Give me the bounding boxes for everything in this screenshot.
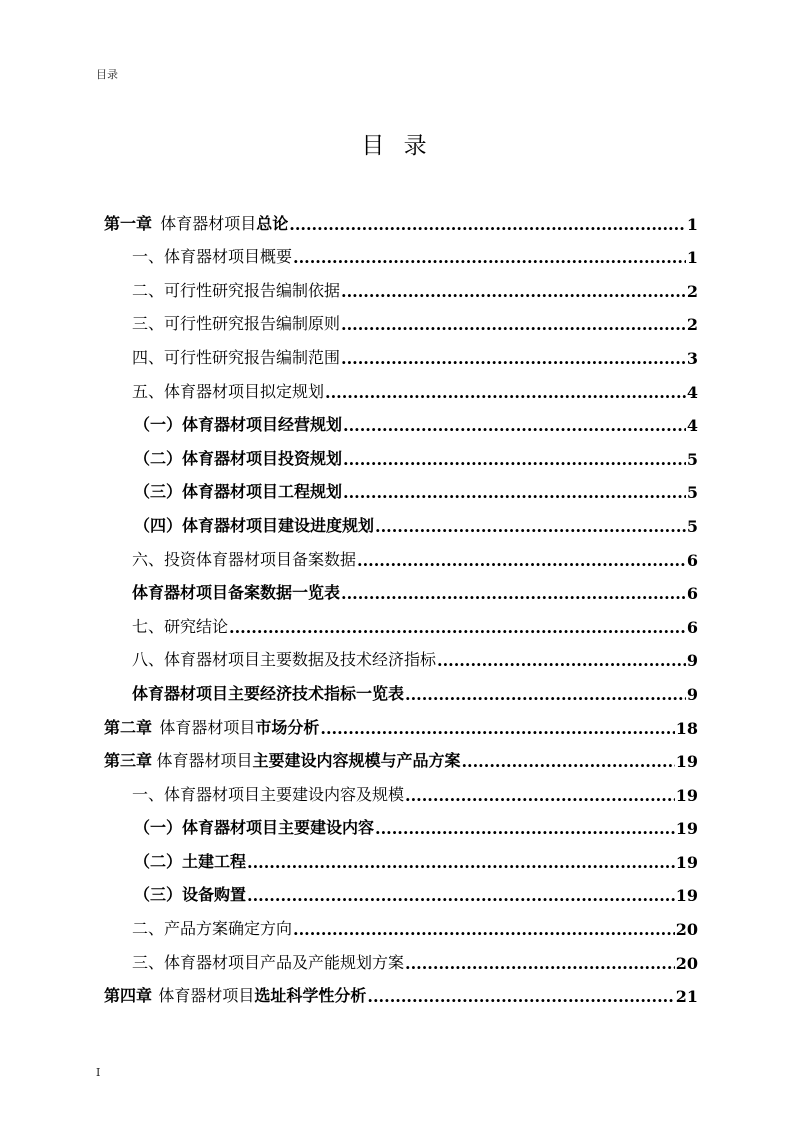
- toc-entry-chapter[interactable]: [104, 204, 698, 238]
- toc-entry-section[interactable]: [104, 943, 698, 977]
- dot-leader: [375, 517, 686, 536]
- toc-page-number: 6: [686, 550, 698, 570]
- dot-leader: [325, 383, 686, 402]
- dot-leader: [375, 819, 675, 838]
- dot-leader: [293, 248, 686, 267]
- toc-entry-text: 三、可行性研究报告编制原则: [132, 314, 341, 334]
- toc-entry-section[interactable]: [104, 305, 698, 339]
- dot-leader: [367, 987, 674, 1006]
- toc-entry-chapter[interactable]: [104, 977, 698, 1011]
- toc-entry-subsection[interactable]: [104, 506, 698, 540]
- chapter-title: 总论: [256, 213, 289, 233]
- toc-entry-subsection[interactable]: [104, 406, 698, 440]
- chapter-number: 第四章: [104, 986, 153, 1006]
- toc-entry-table[interactable]: [104, 674, 698, 708]
- toc-entry-text: 二、产品方案确定方向: [132, 919, 293, 939]
- toc-page-number: 5: [686, 483, 698, 503]
- page-title: 目 录: [361, 133, 433, 159]
- dot-leader: [343, 416, 686, 435]
- dot-leader: [405, 685, 686, 704]
- dot-leader: [341, 282, 686, 301]
- dot-leader: [405, 954, 675, 973]
- dot-leader: [343, 483, 686, 502]
- toc-page-number: 1: [686, 248, 698, 268]
- running-header: 目录: [96, 68, 118, 81]
- toc-page-number: 2: [686, 315, 698, 335]
- page-footer-number: I: [96, 1066, 101, 1079]
- toc-page-number: 18: [675, 718, 698, 738]
- toc-page-number: 19: [675, 785, 698, 805]
- toc-page-number: 4: [686, 382, 698, 402]
- chapter-title-prefix: 体育器材项目: [160, 213, 257, 233]
- dot-leader: [405, 786, 675, 805]
- dot-leader: [293, 920, 675, 939]
- dot-leader: [247, 853, 675, 872]
- chapter-number: 第一章: [104, 213, 153, 233]
- toc-entry-subsection[interactable]: [104, 439, 698, 473]
- toc-entry-text: 六、投资体育器材项目备案数据: [132, 549, 357, 569]
- chapter-title: 选址科学性分析: [254, 986, 367, 1006]
- toc-entry-subsection[interactable]: [104, 876, 698, 910]
- dot-leader: [341, 315, 686, 334]
- toc-entry-section[interactable]: [104, 372, 698, 406]
- toc-entry-section[interactable]: [104, 271, 698, 305]
- toc-page-number: 5: [686, 516, 698, 536]
- toc-entry-text: 八、体育器材项目主要数据及技术经济指标: [132, 650, 437, 670]
- toc-entry-subsection[interactable]: [104, 809, 698, 843]
- toc-entry-section[interactable]: [104, 238, 698, 272]
- toc-entry-text: 三、体育器材项目产品及产能规划方案: [132, 952, 405, 972]
- toc-entry-text: （一）体育器材项目主要建设内容: [134, 818, 375, 838]
- chapter-title-prefix: 体育器材项目: [158, 986, 255, 1006]
- toc-entry-table[interactable]: [104, 574, 698, 608]
- toc-entry-text: （一）体育器材项目经营规划: [134, 415, 343, 435]
- toc-entry-section[interactable]: [104, 909, 698, 943]
- toc-page-number: 21: [675, 987, 698, 1007]
- toc-entry-text: 四、可行性研究报告编制范围: [132, 347, 341, 367]
- dot-leader: [289, 215, 686, 234]
- toc-entry-subsection[interactable]: [104, 473, 698, 507]
- toc-page-number: 5: [686, 449, 698, 469]
- toc-page-number: 4: [686, 416, 698, 436]
- toc-entry-text: （二）土建工程: [134, 851, 247, 871]
- toc-page-number: 19: [675, 752, 698, 772]
- toc-entry-text: （四）体育器材项目建设进度规划: [134, 515, 375, 535]
- toc-page-number: 2: [686, 281, 698, 301]
- toc-entry-text: 一、体育器材项目概要: [132, 247, 293, 267]
- toc-page-number: 6: [686, 617, 698, 637]
- toc-entry-subsection[interactable]: [104, 842, 698, 876]
- toc-entry-text: 七、研究结论: [132, 616, 229, 636]
- dot-leader: [357, 551, 686, 570]
- toc-entry-section[interactable]: [104, 607, 698, 641]
- toc-entry-text: 体育器材项目主要经济技术指标一览表: [132, 683, 405, 703]
- toc-entry-text: 五、体育器材项目拟定规划: [132, 381, 325, 401]
- dot-leader: [320, 719, 674, 738]
- chapter-title: 市场分析: [255, 717, 320, 737]
- toc-entry-text: 一、体育器材项目主要建设内容及规模: [132, 784, 405, 804]
- toc-page-number: 6: [686, 584, 698, 604]
- toc-page-number: 3: [686, 348, 698, 368]
- chapter-number: 第三章: [104, 751, 153, 771]
- dot-leader: [437, 651, 686, 670]
- toc-entry-section[interactable]: [104, 775, 698, 809]
- chapter-title: 主要建设内容规模与产品方案: [252, 751, 461, 771]
- toc-entry-text: 体育器材项目备案数据一览表: [132, 583, 341, 603]
- dot-leader: [343, 450, 686, 469]
- dot-leader: [461, 752, 674, 771]
- table-of-contents: [104, 204, 698, 1010]
- dot-leader: [247, 886, 675, 905]
- chapter-title-prefix: 体育器材项目: [156, 751, 253, 771]
- toc-entry-section[interactable]: [104, 338, 698, 372]
- dot-leader: [229, 618, 686, 637]
- toc-entry-text: （三）体育器材项目工程规划: [134, 482, 343, 502]
- toc-entry-section[interactable]: [104, 641, 698, 675]
- toc-entry-text: 二、可行性研究报告编制依据: [132, 280, 341, 300]
- toc-entry-text: （三）设备购置: [134, 885, 247, 905]
- chapter-number: 第二章: [104, 717, 153, 737]
- toc-entry-chapter[interactable]: [104, 708, 698, 742]
- toc-page-number: 9: [686, 651, 698, 671]
- toc-page-number: 19: [675, 886, 698, 906]
- toc-page-number: 20: [675, 920, 698, 940]
- toc-entry-chapter[interactable]: [104, 742, 698, 776]
- dot-leader: [341, 349, 686, 368]
- toc-page-number: 1: [686, 214, 698, 234]
- chapter-title-prefix: 体育器材项目: [159, 717, 256, 737]
- toc-page-number: 19: [675, 819, 698, 839]
- dot-leader: [341, 584, 686, 603]
- toc-entry-section[interactable]: [104, 540, 698, 574]
- toc-page-number: 19: [675, 852, 698, 872]
- toc-entry-text: （二）体育器材项目投资规划: [134, 448, 343, 468]
- toc-page-number: 9: [686, 684, 698, 704]
- toc-page-number: 20: [675, 953, 698, 973]
